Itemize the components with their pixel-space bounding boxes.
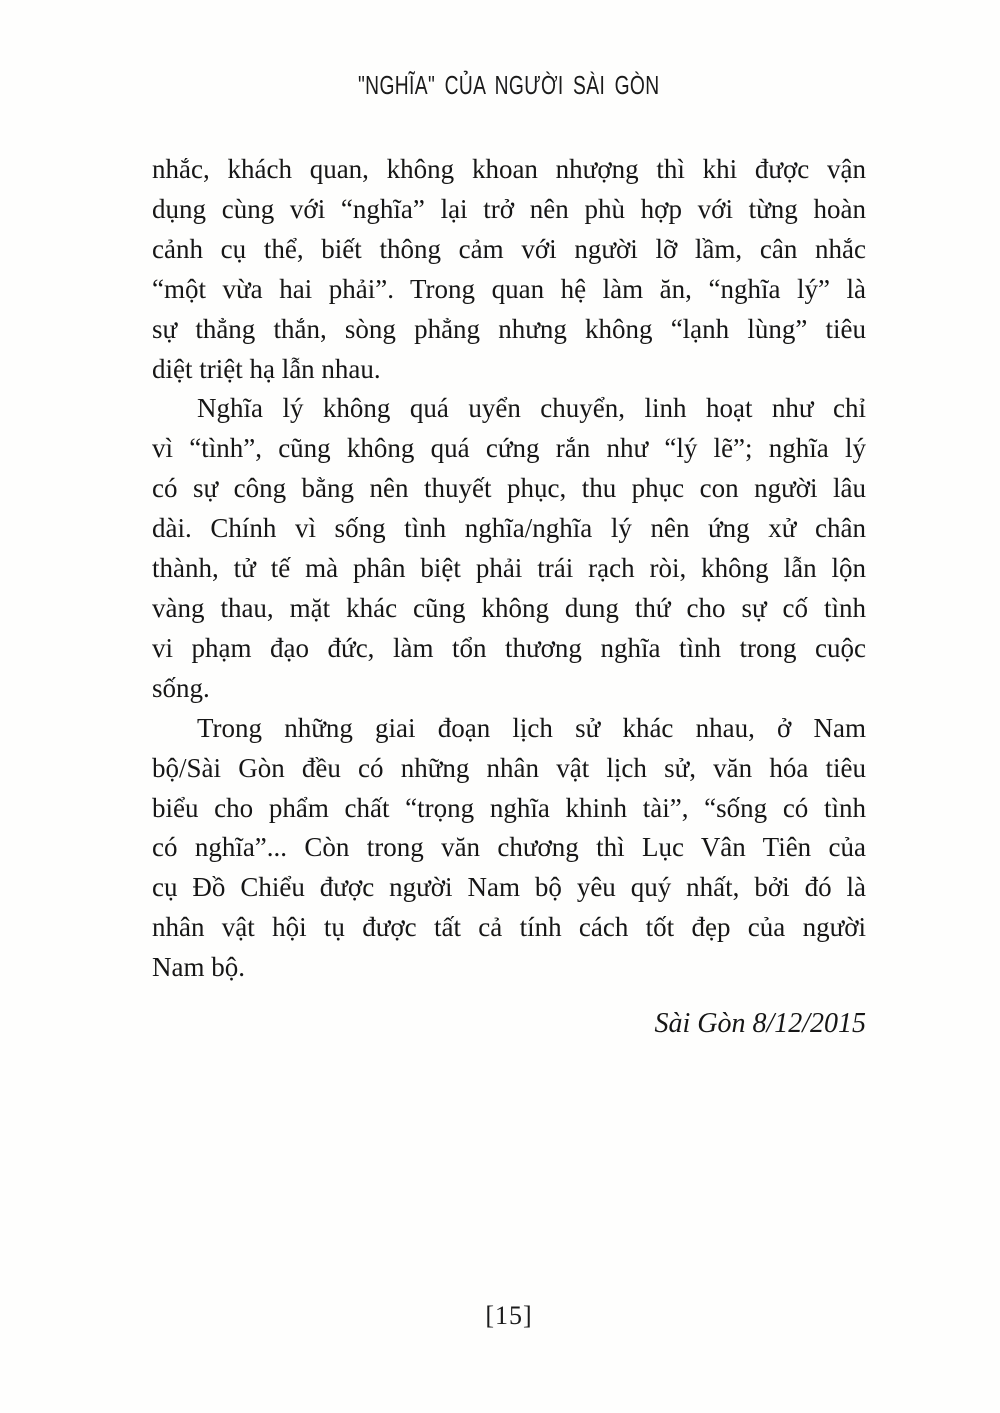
text-line: vi phạm đạo đức, làm tổn thương nghĩa tình trong cuộc	[152, 632, 866, 663]
paragraph	[152, 709, 866, 988]
text-line: cảnh cụ thể, biết thông cảm với người lỡ lầm, cân nhắc	[152, 233, 866, 264]
text-line: có sự công bằng nên thuyết phục, thu phục con người lâu	[152, 473, 866, 504]
paragraph	[152, 389, 866, 708]
text-line: Nghĩa lý không quá uyển chuyển, linh hoạt như chỉ	[197, 393, 866, 424]
text-line: Nam bộ.	[152, 952, 245, 983]
text-line: nhân vật hội tụ được tất cả tính cách tốt đẹp của người	[152, 912, 866, 943]
text-line: vì “tình”, cũng không quá cứng rắn như “lý lẽ”; nghĩa lý	[152, 433, 866, 464]
text-line: sự thẳng thắn, sòng phẳng nhưng không “lạnh lùng” tiêu	[152, 313, 866, 344]
text-line: biểu cho phẩm chất “trọng nghĩa khinh tài”, “sống có tình	[152, 792, 866, 823]
text-line: thành, tử tế mà phân biệt phải trái rạch ròi, không lẫn lộn	[152, 553, 866, 584]
text-line: nhắc, khách quan, không khoan nhượng thì khi được vận	[152, 154, 866, 184]
chapter-title: "NGHĨA" CỦA NGƯỜI SÀI GÒN	[358, 70, 660, 100]
text-line: sống.	[152, 672, 210, 703]
text-line: Trong những giai đoạn lịch sử khác nhau, ở Nam	[197, 712, 866, 743]
running-head	[152, 70, 866, 101]
text-line: “một vừa hai phải”. Trong quan hệ làm ăn, “nghĩa lý” là	[152, 273, 866, 304]
text-block	[152, 150, 866, 988]
signature-dateline: Sài Gòn 8/12/2015	[654, 1008, 866, 1039]
text-line: cụ Đồ Chiểu được người Nam bộ yêu quý nhất, bởi đó là	[152, 872, 866, 903]
text-line: dài. Chính vì sống tình nghĩa/nghĩa lý nên ứng xử chân	[152, 513, 866, 544]
text-line: diệt triệt hạ lẫn nhau.	[152, 353, 381, 384]
paragraph	[152, 150, 866, 389]
text-line: dụng cùng với “nghĩa” lại trở nên phù hợp với từng hoàn	[152, 193, 866, 224]
text-line: bộ/Sài Gòn đều có những nhân vật lịch sử, văn hóa tiêu	[152, 752, 866, 783]
text-line: có nghĩa”... Còn trong văn chương thì Lục Vân Tiên của	[152, 832, 866, 863]
text-line: vàng thau, mặt khác cũng không dung thứ cho sự cố tình	[152, 592, 866, 623]
page-number: [15]	[485, 1301, 533, 1330]
